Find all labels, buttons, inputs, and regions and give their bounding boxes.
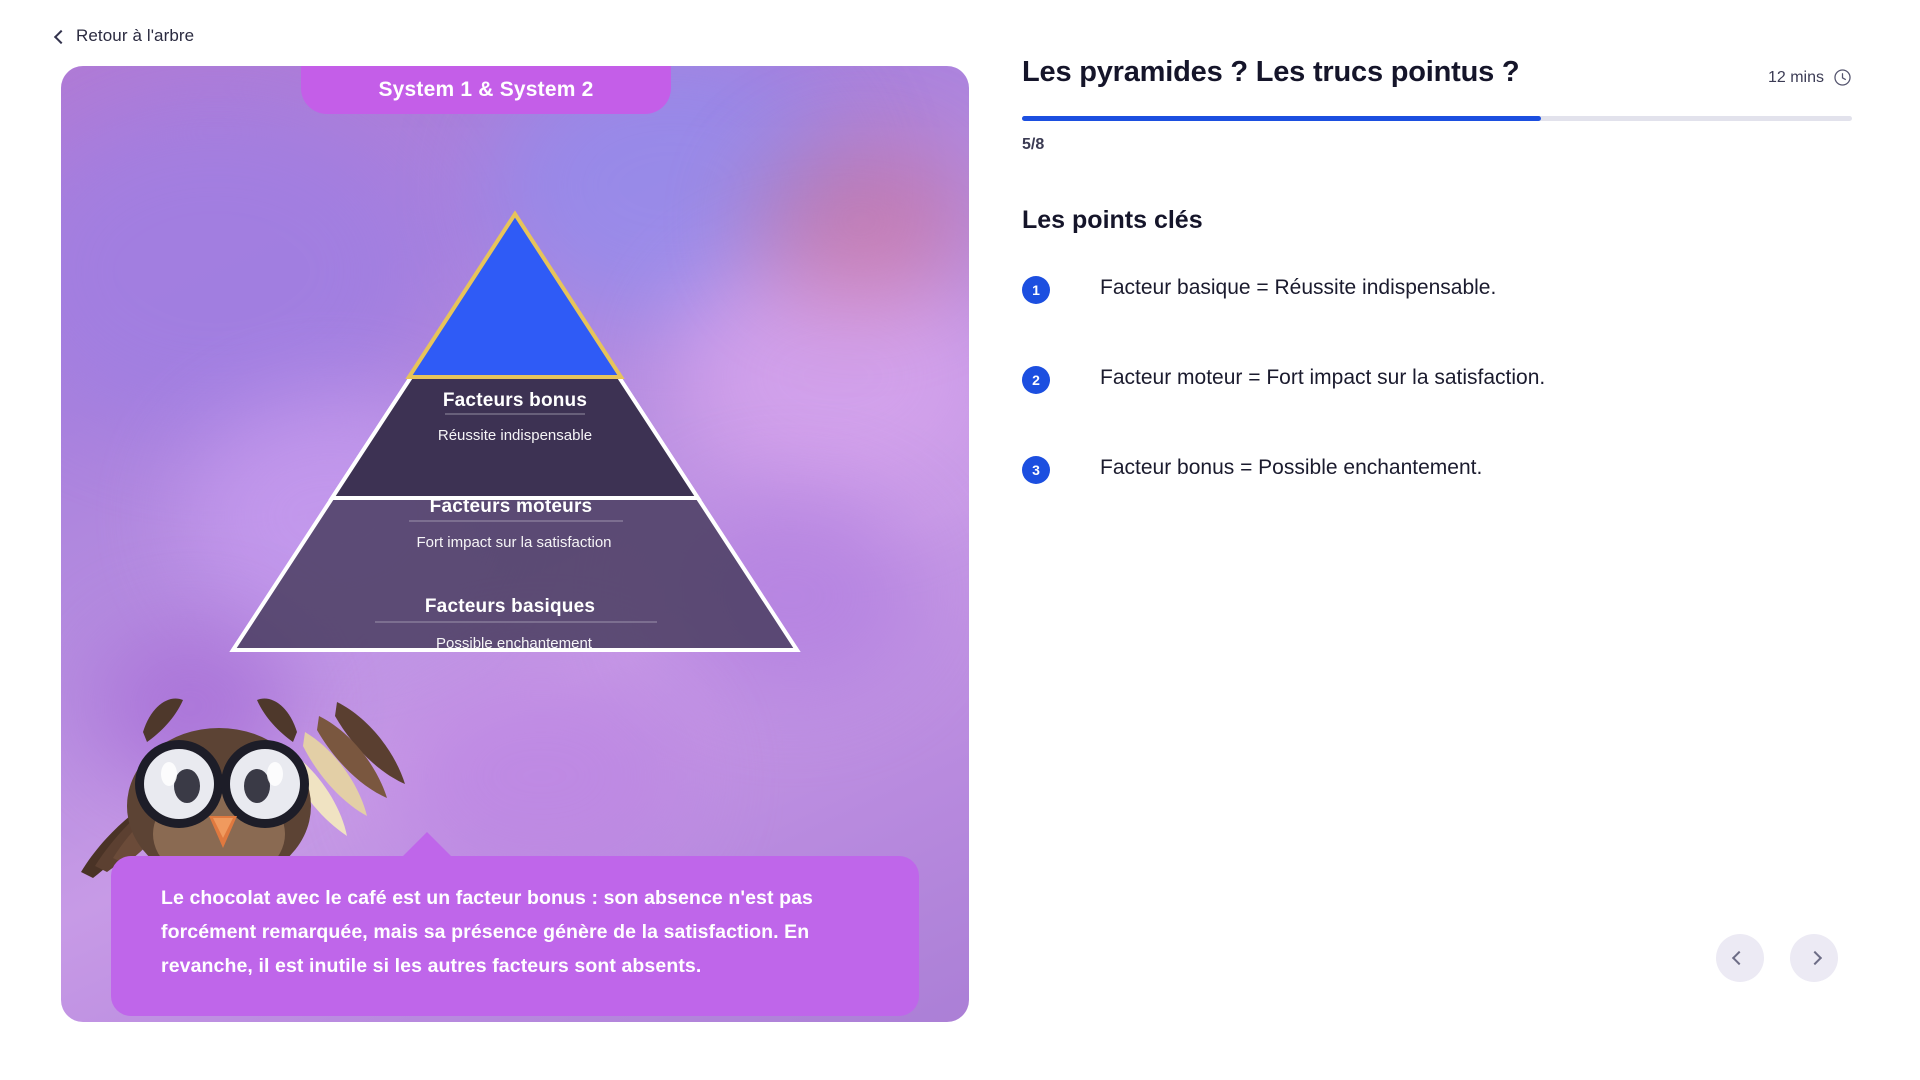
list-item [1022, 454, 1852, 484]
lesson-duration [1768, 68, 1852, 87]
previous-slide-button[interactable] [1716, 934, 1764, 982]
keypoint-badge: 3 [1022, 456, 1050, 484]
keypoints-list [1022, 274, 1852, 544]
pyramid-diagram [179, 194, 851, 654]
page-title: Les pyramides ? Les trucs pointus ? [1022, 56, 1520, 88]
lesson-duration-label: 12 mins [1767, 68, 1824, 86]
speech-bubble-tail [401, 832, 453, 858]
chevron-right-icon [1808, 951, 1822, 965]
back-to-tree-label: Retour à l'arbre [76, 26, 195, 45]
lesson-detail-panel [1022, 56, 1852, 1016]
pyramid-level-1-subtitle: Réussite indispensable [437, 427, 593, 444]
keypoint-text: Facteur bonus = Possible enchantement. [1100, 456, 1483, 479]
clock-icon [1833, 68, 1852, 87]
lesson-progress-label: 5/8 [1022, 136, 1045, 153]
pyramid-level-1-title: Facteurs bonus [442, 390, 588, 411]
lesson-media-card [61, 66, 969, 1022]
list-item [1022, 274, 1852, 304]
mascot-speech-bubble [111, 856, 919, 1016]
keypoint-badge: 1 [1022, 276, 1050, 304]
lesson-progress-fill [1022, 116, 1541, 121]
pyramid-level-2-title: Facteurs moteurs [429, 496, 593, 517]
chevron-left-icon [1732, 951, 1746, 965]
keypoint-text: Facteur moteur = Fort impact sur la satisfaction. [1100, 366, 1546, 389]
section-title-keypoints: Les points clés [1022, 206, 1203, 234]
slide-chip-title: System 1 & System 2 [301, 66, 671, 114]
chevron-left-icon [54, 29, 68, 43]
pyramid-level-2-subtitle: Fort impact sur la satisfaction [416, 534, 612, 551]
list-item [1022, 364, 1852, 394]
keypoint-text: Facteur basique = Réussite indispensable. [1100, 276, 1497, 299]
next-slide-button[interactable] [1790, 934, 1838, 982]
pyramid-level-3-title: Facteurs basiques [424, 596, 596, 617]
lesson-progress-bar [1022, 116, 1852, 121]
mascot-speech-text: Le chocolat avec le café est un facteur bonus : son absence n'est pas forcément remarquée, mais sa présence génère de la satisfaction. En revanche, il est inutile si les autres facteurs sont absents. [161, 887, 813, 977]
back-to-tree-button[interactable] [56, 26, 194, 46]
keypoint-badge: 2 [1022, 366, 1050, 394]
slide-navigation [1716, 934, 1838, 982]
pyramid-shape [179, 194, 851, 654]
pyramid-level-3-subtitle: Possible enchantement [436, 635, 592, 652]
